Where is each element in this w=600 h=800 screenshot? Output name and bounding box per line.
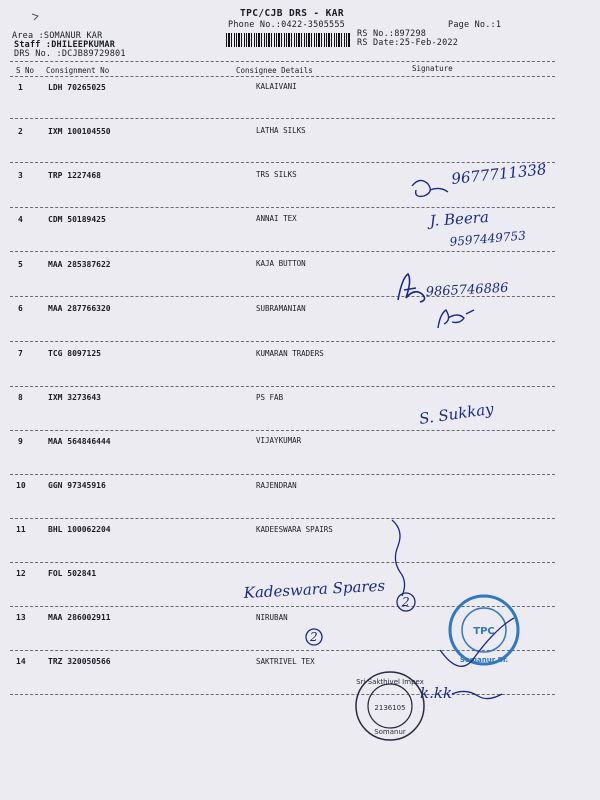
row-sno: 8 xyxy=(18,393,23,402)
impex-stamp xyxy=(356,672,424,740)
row-sno: 1 xyxy=(18,83,23,92)
handwritten-phone: 9597449753 xyxy=(449,228,527,249)
row-consignee: NIRUBAN xyxy=(256,613,288,622)
row-sno: 4 xyxy=(18,215,23,224)
stamp-top-text: Sri Sakthivel Impex xyxy=(356,678,424,686)
pen-stroke xyxy=(452,691,502,698)
row-consignee: RAJENDRAN xyxy=(256,481,297,490)
row-consignee: PS FAB xyxy=(256,393,284,402)
rs-date: RS Date:25-Feb-2022 xyxy=(357,38,459,48)
pen-stroke xyxy=(392,520,405,596)
row-consignment: IXM 3273643 xyxy=(48,393,101,402)
row-consignment: LDH 70265025 xyxy=(48,83,106,92)
drs-number: DRS No. :DCJB89729801 xyxy=(14,49,126,59)
company-stamp xyxy=(450,596,518,664)
stamp-bottom-text: Somanur Br. xyxy=(459,656,509,664)
row-consignee: KUMARAN TRADERS xyxy=(256,349,324,358)
row-consignee: ANNAI TEX xyxy=(256,214,297,223)
row-consignment: MAA 287766320 xyxy=(48,304,111,313)
row-consignment: MAA 286002911 xyxy=(48,613,111,622)
col-sno: S No xyxy=(16,66,35,75)
rs-number: RS No.:897298 xyxy=(357,29,427,39)
col-consignee: Consignee Details xyxy=(236,66,313,75)
row-consignment: BHL 100062204 xyxy=(48,525,111,534)
row-sno: 11 xyxy=(16,525,26,534)
row-consignee: SUBRAMANIAN xyxy=(256,304,306,313)
row-consignment: CDM 50189425 xyxy=(48,215,106,224)
page-number: Page No.:1 xyxy=(448,20,502,30)
row-consignment: IXM 100104550 xyxy=(48,127,111,136)
row-sno: 6 xyxy=(18,304,23,313)
circled-number: 2 xyxy=(402,595,410,609)
row-sno: 14 xyxy=(16,657,26,666)
handwritten-note: Kadeswara Spares xyxy=(243,576,386,602)
row-sno: 3 xyxy=(18,171,23,180)
signature-scribble xyxy=(412,180,448,196)
col-signature: Signature xyxy=(412,64,453,73)
row-consignee: KALAIVANI xyxy=(256,82,297,91)
row-consignee: TRS SILKS xyxy=(256,170,297,179)
row-sno: 7 xyxy=(18,349,23,358)
row-consignment: TCG 8097125 xyxy=(48,349,101,358)
row-sno: 12 xyxy=(16,569,26,578)
row-consignment: TRP 1227468 xyxy=(48,171,101,180)
phone-number: Phone No.:0422-3505555 xyxy=(228,20,345,30)
handwritten-phone: 9865746886 xyxy=(425,280,509,300)
signature-scribble xyxy=(398,274,425,302)
row-consignee: KADEESWARA SPAIRS xyxy=(256,525,333,534)
row-sno: 10 xyxy=(16,481,26,490)
row-consignment: FOL 502841 xyxy=(48,569,97,578)
stamp-bottom-text: Somanur xyxy=(374,728,406,736)
row-consignee: LATHA SILKS xyxy=(256,126,306,135)
row-sno: 5 xyxy=(18,260,23,269)
row-consignment: MAA 564846444 xyxy=(48,437,111,446)
row-sno: 13 xyxy=(16,613,26,622)
row-consignment: GGN 97345916 xyxy=(48,481,106,490)
area-field: Area :SOMANUR KAR xyxy=(12,31,103,41)
handwritten-signature: k.kk xyxy=(420,684,453,702)
sheet-title: TPC/CJB DRS - KAR xyxy=(240,8,345,19)
col-consignment: Consignment No xyxy=(46,66,110,75)
row-consignee: VIJAYKUMAR xyxy=(256,436,302,445)
handwritten-signature: S. Sukkay xyxy=(418,399,495,428)
staff-field: Staff :DHILEEPKUMAR xyxy=(14,40,116,50)
row-consignment: MAA 285387622 xyxy=(48,260,111,269)
stamp-center-text: 2136105 xyxy=(374,704,406,712)
pen-stroke xyxy=(32,14,38,20)
row-sno: 2 xyxy=(18,127,23,136)
row-consignment: TRZ 320050566 xyxy=(48,657,111,666)
row-sno: 9 xyxy=(18,437,23,446)
row-consignee: SAKTRIVEL TEX xyxy=(256,657,315,666)
stamp-center-text: TPC xyxy=(473,626,495,637)
signature-scribble xyxy=(438,310,474,328)
row-consignee: KAJA BUTTON xyxy=(256,259,306,268)
circled-number: 2 xyxy=(310,630,318,644)
handwritten-phone: 9677711338 xyxy=(450,160,548,188)
handwritten-name: J. Beera xyxy=(429,207,490,230)
